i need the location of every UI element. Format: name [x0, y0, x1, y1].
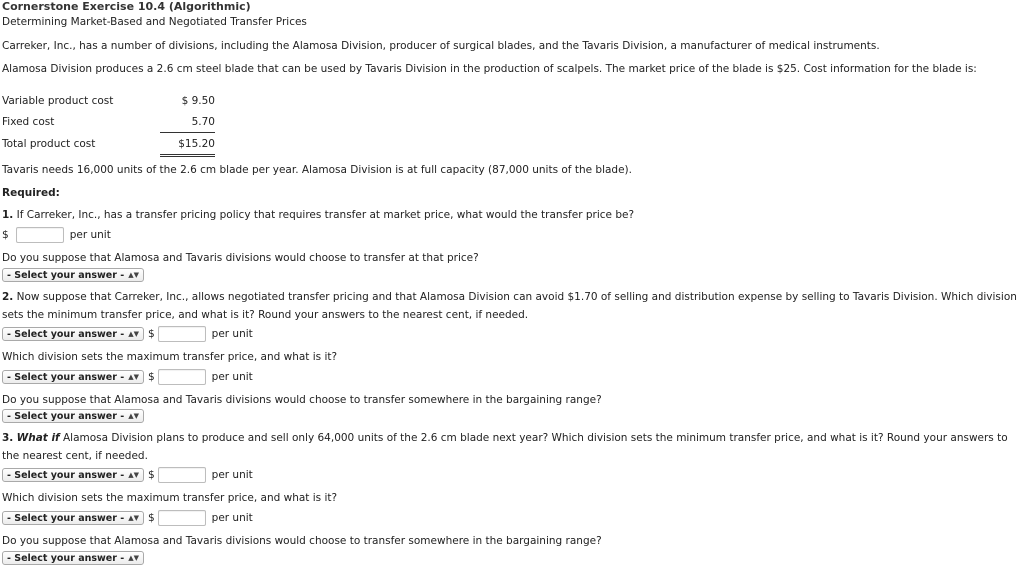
q1-select-row — [2, 265, 144, 285]
cost-value: $15.20 — [160, 133, 215, 156]
info-text: Tavaris needs 16,000 units of the 2.6 cm blade per year. Alamosa Division is at full capacity (87,000 units of the blade). — [2, 164, 632, 176]
q1-transfer-price-input[interactable] — [16, 227, 64, 243]
select-label: - Select your answer - — [7, 512, 125, 524]
exercise-title: Cornerstone Exercise 10.4 (Algorithmic) — [2, 0, 251, 13]
q1-text — [2, 209, 634, 221]
cost-row-variable — [2, 90, 215, 111]
select-label: - Select your answer - — [7, 371, 125, 383]
q2-min-division-select[interactable] — [2, 327, 144, 341]
intro-paragraph-2: Alamosa Division produces a 2.6 cm steel blade that can be used by Tavaris Division in the production of scalpels. The market price of the blade is $25. Cost information for the blade is: — [2, 63, 977, 75]
q2-min-row — [2, 324, 253, 344]
q2-text — [2, 288, 1018, 324]
q3-min-price-input[interactable] — [158, 467, 206, 483]
q2-max-price-input[interactable] — [158, 369, 206, 385]
dollar-sign: $ — [147, 371, 155, 383]
per-unit-label: per unit — [69, 229, 111, 241]
q1-transfer-select[interactable] — [2, 268, 144, 282]
select-label: - Select your answer - — [7, 328, 125, 340]
q2-min-price-input[interactable] — [158, 326, 206, 342]
q3-question: Alamosa Division plans to produce and sell only 64,000 units of the 2.6 cm blade next year? Which division sets the minimum transfer price, and what is it? Round your answers to the nearest cent, if needed. — [2, 432, 1008, 462]
q2-max-question: Which division sets the maximum transfer price, and what is it? — [2, 351, 338, 363]
chevron-updown-icon: ▲▼ — [128, 553, 139, 562]
chevron-updown-icon: ▲▼ — [128, 372, 139, 381]
per-unit-label: per unit — [211, 469, 253, 481]
select-label: - Select your answer - — [7, 552, 125, 564]
q3-text — [2, 429, 1018, 465]
q2-number: 2. — [2, 291, 14, 303]
intro-paragraph-1: Carreker, Inc., has a number of divisions, including the Alamosa Division, producer of surgical blades, and the Tavaris Division, a manufacturer of medical instruments. — [2, 40, 880, 52]
per-unit-label: per unit — [211, 371, 253, 383]
q1-followup: Do you suppose that Alamosa and Tavaris divisions would choose to transfer at that price? — [2, 252, 479, 264]
dollar-sign: $ — [147, 328, 155, 340]
q3-whatif: What if — [16, 432, 60, 444]
q3-min-division-select[interactable] — [2, 468, 144, 482]
q3-max-question: Which division sets the maximum transfer price, and what is it? — [2, 492, 338, 504]
q3-range-select[interactable] — [2, 551, 144, 565]
cost-label: Total product cost — [2, 138, 96, 150]
select-label: - Select your answer - — [7, 410, 125, 422]
q1-answer-row — [2, 225, 111, 245]
per-unit-label: per unit — [211, 328, 253, 340]
per-unit-label: per unit — [211, 512, 253, 524]
q2-question: Now suppose that Carreker, Inc., allows negotiated transfer pricing and that Alamosa Division can avoid $1.70 of selling and distribution expense by selling to Tavaris Division. Which division sets the minimum transfer price, and what is it? Round your answers to the nearest cent, if needed. — [2, 291, 1017, 321]
cost-table — [2, 90, 215, 157]
q3-max-division-select[interactable] — [2, 511, 144, 525]
q3-min-row — [2, 465, 253, 485]
q3-max-price-input[interactable] — [158, 510, 206, 526]
cost-value: $ 9.50 — [181, 94, 215, 107]
dollar-sign: $ — [147, 512, 155, 524]
select-label: - Select your answer - — [7, 269, 125, 281]
q2-range-question: Do you suppose that Alamosa and Tavaris divisions would choose to transfer somewhere in the bargaining range? — [2, 394, 602, 406]
cost-value: 5.70 — [191, 115, 215, 128]
cost-row-fixed — [2, 111, 215, 133]
cost-row-total — [2, 133, 215, 156]
chevron-updown-icon: ▲▼ — [128, 411, 139, 420]
q2-range-select[interactable] — [2, 409, 144, 423]
exercise-subtitle: Determining Market-Based and Negotiated Transfer Prices — [2, 16, 307, 28]
q1-number: 1. — [2, 209, 14, 221]
cost-label: Fixed cost — [2, 115, 55, 128]
dollar-sign: $ — [147, 469, 155, 481]
q2-max-row — [2, 367, 253, 387]
q2-max-division-select[interactable] — [2, 370, 144, 384]
required-label: Required: — [2, 187, 60, 199]
q3-number: 3. — [2, 432, 14, 444]
q3-max-row — [2, 508, 253, 528]
q1-question: If Carreker, Inc., has a transfer pricing policy that requires transfer at market price, what would the transfer price be? — [13, 209, 635, 221]
select-label: - Select your answer - — [7, 469, 125, 481]
dollar-sign: $ — [2, 229, 9, 241]
cost-label: Variable product cost — [2, 94, 114, 107]
chevron-updown-icon: ▲▼ — [128, 513, 139, 522]
q3-range-question: Do you suppose that Alamosa and Tavaris divisions would choose to transfer somewhere in the bargaining range? — [2, 535, 602, 547]
chevron-updown-icon: ▲▼ — [128, 270, 139, 279]
chevron-updown-icon: ▲▼ — [128, 329, 139, 338]
q3-range-row — [2, 548, 144, 568]
q2-range-row — [2, 406, 144, 426]
chevron-updown-icon: ▲▼ — [128, 470, 139, 479]
